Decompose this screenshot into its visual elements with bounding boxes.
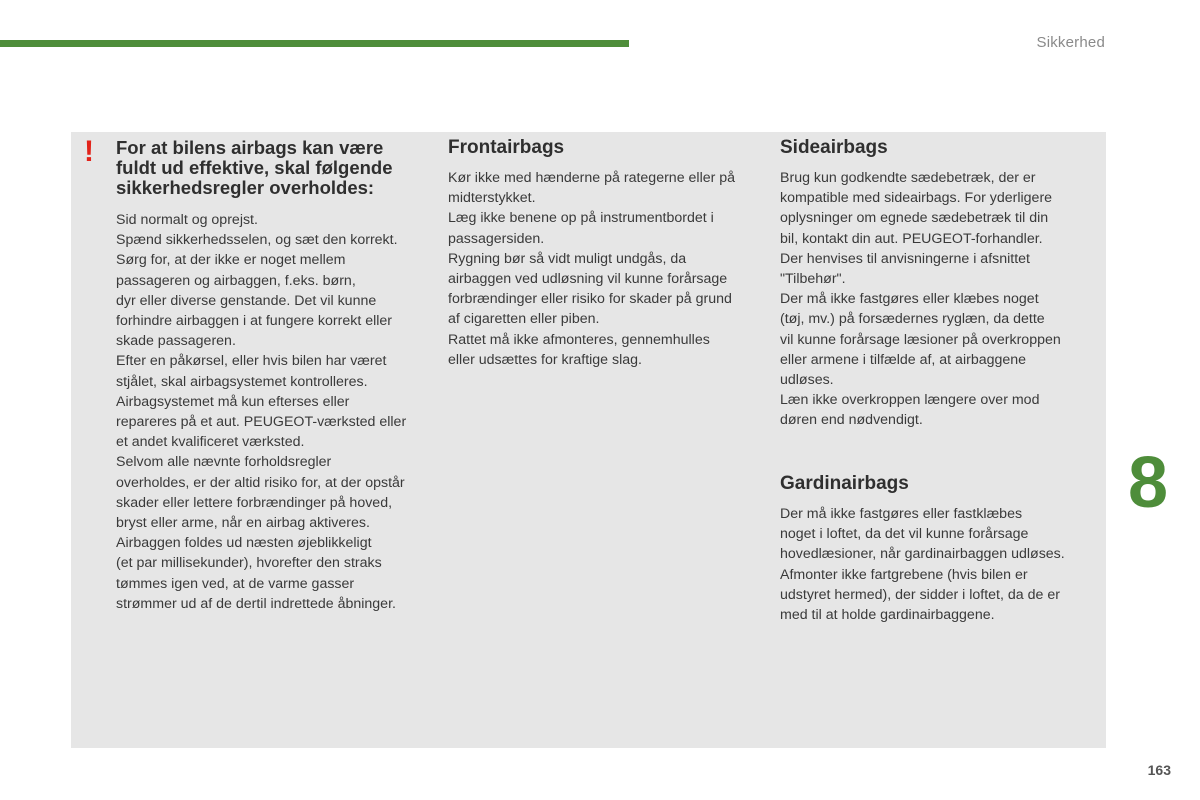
text-line: Brug kun godkendte sædebetræk, der er	[780, 170, 1036, 186]
text-line: kompatible med sideairbags. For yderligere	[780, 190, 1053, 207]
text-line: stjålet, skal airbagsystemet kontrolleres.	[116, 373, 368, 390]
text-line: Der henvises til anvisningerne i afsnittet	[780, 250, 1030, 267]
text-line: et andet kvalificeret værksted.	[116, 434, 305, 451]
text-line: (tøj, mv.) på forsædernes ryglæn, da dette	[780, 311, 1045, 328]
text-line: overholdes, er der altid risiko for, at der opstår	[116, 474, 405, 491]
text-line: noget i loftet, da det vil kunne forårsage	[780, 526, 1029, 543]
frontairbags-text	[448, 168, 766, 370]
text-line: med til at holde gardinairbaggene.	[780, 607, 995, 624]
text-line: Afmonter ikke fartgrebene (hvis bilen er	[780, 566, 1028, 583]
text-line: tømmes igen ved, at de varme gasser	[116, 575, 355, 592]
text-line: airbaggen ved udløsning vil kunne forårsage	[448, 271, 728, 288]
warning-title-line: sikkerhedsregler overholdes:	[116, 177, 375, 198]
text-line: (et par millisekunder), hvorefter den straks	[116, 555, 382, 572]
text-line: bryst eller arme, når en airbag aktiveres.	[116, 515, 370, 532]
text-line: forhindre airbaggen i at fungere korrekt eller	[116, 313, 393, 330]
warning-title-line: For at bilens airbags kan være	[116, 137, 384, 158]
frontairbags-heading: Frontairbags	[448, 137, 565, 158]
text-line: Der må ikke fastgøres eller klæbes noget	[780, 291, 1039, 308]
sideairbags-heading: Sideairbags	[780, 137, 888, 158]
warning-column	[116, 138, 436, 614]
text-line: udstyret hermed), der sidder i loftet, da de er	[780, 586, 1060, 603]
text-line: af cigaretten eller piben.	[448, 311, 600, 328]
text-line: Spænd sikkerhedsselen, og sæt den korrekt.	[116, 232, 398, 249]
text-line: udløses.	[780, 372, 834, 389]
text-line: Læn ikke overkroppen længere over mod	[780, 392, 1040, 409]
text-line: vil kunne forårsage læsioner på overkroppen	[780, 331, 1061, 348]
text-line: Airbagsystemet må kun efterses eller	[116, 393, 350, 410]
section-title: Sikkerhed	[1036, 34, 1105, 51]
text-line: passageren og airbaggen, f.eks. børn,	[116, 272, 356, 289]
text-line: Sid normalt og oprejst.	[116, 212, 258, 228]
text-line: oplysninger om egnede sædebetræk til din	[780, 210, 1049, 227]
text-line: midterstykket.	[448, 190, 536, 207]
text-line: Rygning bør så vidt muligt undgås, da	[448, 250, 687, 267]
text-line: døren end nødvendigt.	[780, 412, 923, 429]
frontairbags-column	[448, 138, 766, 370]
text-line: hovedlæsioner, når gardinairbaggen udløses.	[780, 546, 1065, 563]
text-line: eller armene i tilfælde af, at airbaggene	[780, 351, 1027, 368]
text-line: passagersiden.	[448, 230, 545, 247]
text-line: "Tilbehør".	[780, 271, 846, 288]
text-line: Rattet må ikke afmonteres, gennemhulles	[448, 331, 710, 348]
text-line: Der må ikke fastgøres eller fastklæbes	[780, 506, 1023, 522]
text-line: strømmer ud af de dertil indrettede åbninger.	[116, 595, 396, 612]
text-line: dyr eller diverse genstande. Det vil kunne	[116, 292, 377, 309]
text-line: forbrændinger eller risiko for skader på grund	[448, 291, 732, 308]
header-accent-bar	[0, 40, 629, 47]
text-line: Efter en påkørsel, eller hvis bilen har været	[116, 353, 387, 370]
text-line: Airbaggen foldes ud næsten øjeblikkeligt	[116, 535, 372, 552]
text-line: repareres på et aut. PEUGEOT-værksted eller	[116, 414, 407, 431]
text-line: skader eller lettere forbrændinger på hoved,	[116, 494, 393, 511]
warning-title	[116, 138, 436, 198]
text-line: Læg ikke benene op på instrumentbordet i	[448, 210, 714, 227]
text-line: skade passageren.	[116, 333, 236, 350]
sideairbags-column	[780, 138, 1098, 431]
exclamation-icon: !	[84, 135, 94, 168]
warning-text	[116, 210, 436, 614]
text-line: bil, kontakt din aut. PEUGEOT-forhandler.	[780, 230, 1043, 247]
text-line: eller udsættes for kraftige slag.	[448, 351, 642, 368]
gardinairbags-column	[780, 474, 1098, 625]
text-line: Selvom alle nævnte forholdsregler	[116, 454, 332, 471]
content-panel	[71, 132, 1106, 748]
text-line: Sørg for, at der ikke er noget mellem	[116, 252, 346, 269]
page-number: 163	[1147, 762, 1171, 778]
sideairbags-text	[780, 168, 1098, 431]
gardinairbags-text	[780, 504, 1098, 625]
gardinairbags-heading: Gardinairbags	[780, 473, 909, 494]
warning-title-line: fuldt ud effektive, skal følgende	[116, 157, 393, 178]
text-line: Kør ikke med hænderne på rategerne eller på	[448, 170, 736, 186]
chapter-number: 8	[1128, 443, 1169, 523]
